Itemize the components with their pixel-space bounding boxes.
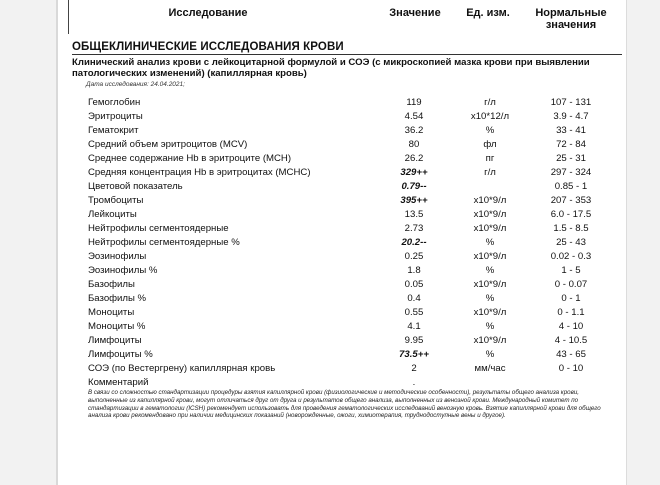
row-test-name: Средняя концентрация Hb в эритроцитах (MCHC) [88, 167, 311, 178]
row-unit: % [485, 125, 495, 136]
row-norm: 6.0 - 17.5 [550, 209, 592, 220]
row-unit: фл [483, 139, 497, 150]
row-value: 329++ [400, 167, 428, 178]
table-header [58, 0, 626, 34]
row-unit: x10*9/л [473, 307, 507, 318]
row-norm: 107 - 131 [550, 97, 592, 108]
table-row [58, 376, 626, 390]
row-unit: % [485, 237, 495, 248]
row-norm: 0.02 - 0.3 [550, 251, 592, 262]
row-norm: 1.5 - 8.5 [553, 223, 589, 234]
table-row [58, 292, 626, 306]
row-unit: % [485, 349, 495, 360]
table-row [58, 320, 626, 334]
row-unit: x10*9/л [473, 223, 507, 234]
row-value: 2 [411, 363, 417, 374]
row-value: 13.5 [404, 209, 424, 220]
row-unit: мм/час [474, 363, 506, 374]
row-test-name: Нейтрофилы сегментоядерные [88, 223, 229, 234]
row-unit: x10*9/л [473, 209, 507, 220]
table-row [58, 306, 626, 320]
row-value: 0.55 [404, 307, 424, 318]
header-divider [68, 0, 69, 34]
results-table [58, 96, 626, 390]
section-title: ОБЩЕКЛИНИЧЕСКИЕ ИССЛЕДОВАНИЯ КРОВИ [72, 41, 622, 55]
row-norm: 25 - 31 [556, 153, 586, 164]
row-test-name: Цветовой показатель [88, 181, 183, 192]
row-test-name: Эритроциты [88, 111, 143, 122]
table-row [58, 264, 626, 278]
row-value: 0.4 [407, 293, 421, 304]
row-unit: % [485, 265, 495, 276]
row-norm: 0 - 10 [558, 363, 584, 374]
row-norm: 33 - 41 [556, 125, 586, 136]
row-norm: 43 - 65 [556, 349, 586, 360]
report-page [58, 0, 626, 485]
header-value: Значение [389, 7, 441, 19]
table-row [58, 348, 626, 362]
table-row [58, 208, 626, 222]
table-row [58, 278, 626, 292]
row-norm: 0 - 1 [561, 293, 581, 304]
row-value: 26.2 [404, 153, 424, 164]
header-norm: Нормальные значения [535, 7, 607, 31]
row-test-name: СОЭ (по Вестергрену) капиллярная кровь [88, 363, 276, 374]
row-norm: 207 - 353 [550, 195, 592, 206]
footnote: В связи со сложностью стандартизации процедуры взятия капиллярной крови (физиологические и методические особенности), результаты общего анализа крови, выполненные из капиллярной крови, могут отличаться друг от друга и результатов общего анализа, выполненных из венозной крови. Международный комитет по стандартизации в гематологии (ICSH) рекомендует использовать для проведения гематологических исследований венозную кровь. Взятие капиллярной крови для общего анализа крови рекомендовано при наличии медицинских показаний (новорожденные, ожоги, химиотерапия, труднодоступные вены и другое). [88, 389, 601, 420]
row-unit: % [485, 321, 495, 332]
table-row [58, 166, 626, 180]
table-row [58, 180, 626, 194]
row-unit: x10*9/л [473, 195, 507, 206]
row-norm: 297 - 324 [550, 167, 592, 178]
row-unit: г/л [484, 167, 496, 178]
row-norm: 0.85 - 1 [554, 181, 588, 192]
row-unit: % [485, 293, 495, 304]
row-value: 20.2-- [401, 237, 427, 248]
row-test-name: Среднее содержание Hb в эритроците (MCH) [88, 153, 292, 164]
row-test-name: Моноциты [88, 307, 135, 318]
table-row [58, 236, 626, 250]
row-unit: x10*9/л [473, 251, 507, 262]
header-unit: Ед. изм. [466, 7, 510, 19]
row-norm: 1 - 5 [561, 265, 581, 276]
row-value: 395++ [400, 195, 428, 206]
row-test-name: Базофилы % [88, 293, 147, 304]
row-norm: 4 - 10 [558, 321, 584, 332]
test-title: Клинический анализ крови с лейкоцитарной формулой и СОЭ (с микроскопией мазка крови при выявлении патологических изменений) (капиллярная кровь) [72, 57, 590, 79]
table-row [58, 124, 626, 138]
row-norm: 0 - 1.1 [557, 307, 585, 318]
row-value: 2.73 [404, 223, 424, 234]
row-value: 1.8 [407, 265, 421, 276]
row-norm: 72 - 84 [556, 139, 586, 150]
row-norm: 4 - 10.5 [554, 335, 588, 346]
row-value: . [412, 377, 416, 388]
row-value: 0.25 [404, 251, 424, 262]
row-test-name: Моноциты % [88, 321, 146, 332]
row-value: 36.2 [404, 125, 424, 136]
row-unit: г/л [484, 97, 496, 108]
page-edge-right [626, 0, 627, 485]
row-value: 0.79-- [401, 181, 427, 192]
row-unit: x10*9/л [473, 335, 507, 346]
row-unit: x10*9/л [473, 279, 507, 290]
table-row [58, 96, 626, 110]
table-row [58, 152, 626, 166]
row-test-name: Эозинофилы [88, 251, 147, 262]
row-value: 4.54 [404, 111, 424, 122]
row-test-name: Лейкоциты [88, 209, 137, 220]
table-row [58, 222, 626, 236]
row-norm: 25 - 43 [556, 237, 586, 248]
row-test-name: Лимфоциты % [88, 349, 153, 360]
row-test-name: Базофилы [88, 279, 135, 290]
row-test-name: Лимфоциты [88, 335, 142, 346]
table-row [58, 110, 626, 124]
study-date: Дата исследования: 24.04.2021; [86, 81, 185, 88]
header-test: Исследование [168, 7, 248, 19]
table-row [58, 362, 626, 376]
row-test-name: Гемоглобин [88, 97, 141, 108]
table-row [58, 194, 626, 208]
row-value: 9.95 [404, 335, 424, 346]
row-value: 80 [408, 139, 420, 150]
row-test-name: Комментарий [88, 377, 149, 388]
row-test-name: Тромбоциты [88, 195, 144, 206]
row-test-name: Эозинофилы % [88, 265, 158, 276]
row-norm: 3.9 - 4.7 [553, 111, 589, 122]
table-row [58, 334, 626, 348]
row-value: 119 [406, 97, 422, 108]
row-value: 0.05 [404, 279, 424, 290]
row-value: 4.1 [407, 321, 421, 332]
row-test-name: Нейтрофилы сегментоядерные % [88, 237, 240, 248]
table-row [58, 250, 626, 264]
row-unit: x10*12/л [470, 111, 510, 122]
row-test-name: Гематокрит [88, 125, 139, 136]
row-unit: пг [485, 153, 495, 164]
row-value: 73.5++ [399, 349, 429, 360]
row-test-name: Средний объем эритроцитов (MCV) [88, 139, 248, 150]
table-row [58, 138, 626, 152]
row-norm: 0 - 0.07 [554, 279, 588, 290]
